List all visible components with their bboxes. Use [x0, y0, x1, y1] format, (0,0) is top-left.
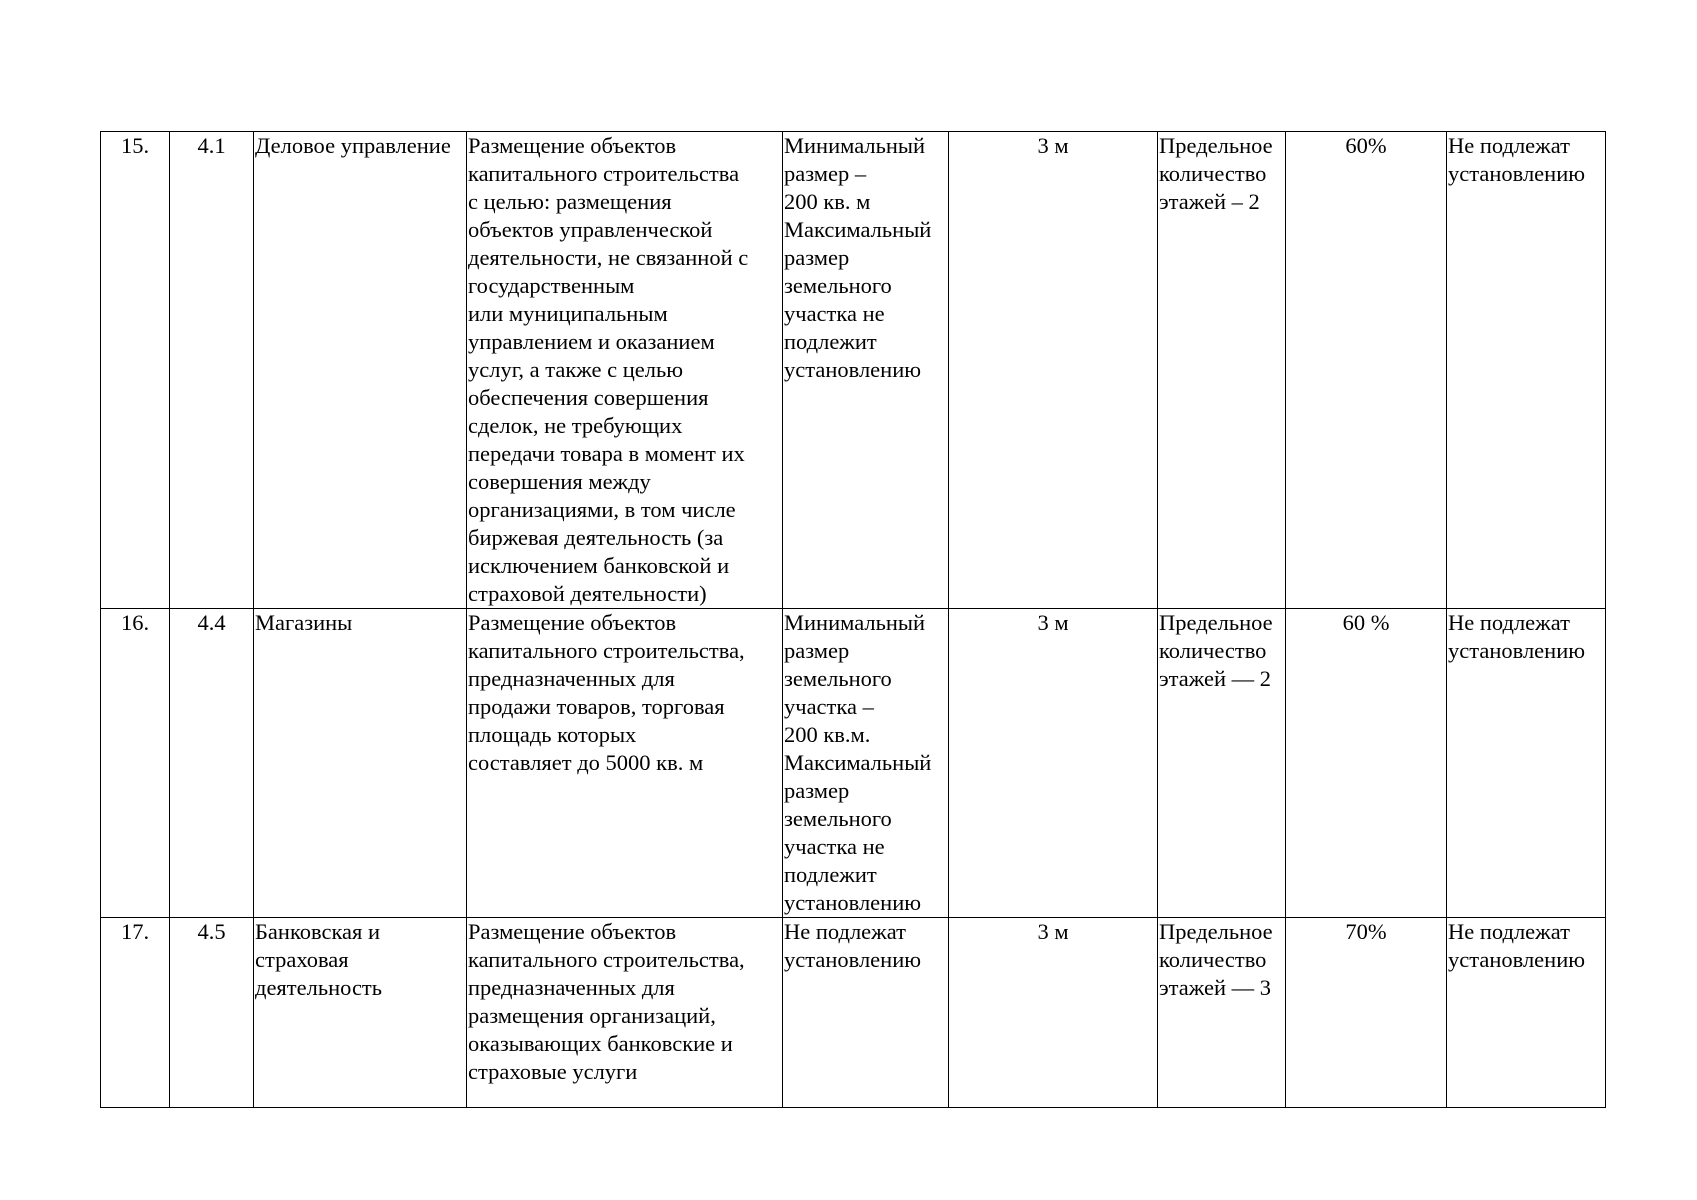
floor-limit: Предельное количество этажей — 3 — [1158, 918, 1286, 1108]
use-code: 4.4 — [170, 609, 254, 918]
plot-size-limits: Минимальный размер – 200 кв. м Максимальный размер земельного участка не подлежит установлению — [783, 132, 949, 609]
use-description: Размещение объектов капитального строительства с целью: размещения объектов управленческой деятельности, не связанной с государственным или муниципальным управлением и оказанием услуг, а также с целью обеспечения совершения сделок, не требующих передачи товара в момент их совершения между организациями, в том числе биржевая деятельность (за исключением банковской и страховой деятельности) — [467, 132, 783, 609]
coverage-percent: 60% — [1286, 132, 1447, 609]
row-number: 15. — [101, 132, 170, 609]
table-row — [101, 609, 1606, 918]
floor-limit: Предельное количество этажей — 2 — [1158, 609, 1286, 918]
use-name: Банковская и страховая деятельность — [254, 918, 467, 1108]
other-parameters: Не подлежат установлению — [1447, 918, 1606, 1108]
other-parameters: Не подлежат установлению — [1447, 609, 1606, 918]
use-name: Магазины — [254, 609, 467, 918]
use-code: 4.5 — [170, 918, 254, 1108]
other-parameters: Не подлежат установлению — [1447, 132, 1606, 609]
zoning-regulations-table — [100, 131, 1606, 1108]
use-description: Размещение объектов капитального строительства, предназначенных для размещения организаций, оказывающих банковские и страховые услуги — [467, 918, 783, 1108]
setback-distance: 3 м — [949, 918, 1158, 1108]
plot-size-limits: Не подлежат установлению — [783, 918, 949, 1108]
row-number: 17. — [101, 918, 170, 1108]
floor-limit: Предельное количество этажей – 2 — [1158, 132, 1286, 609]
row-number: 16. — [101, 609, 170, 918]
table-row — [101, 132, 1606, 609]
coverage-percent: 70% — [1286, 918, 1447, 1108]
table-row — [101, 918, 1606, 1108]
setback-distance: 3 м — [949, 609, 1158, 918]
use-code: 4.1 — [170, 132, 254, 609]
use-name: Деловое управление — [254, 132, 467, 609]
plot-size-limits: Минимальный размер земельного участка – 200 кв.м. Максимальный размер земельного участка не подлежит установлению — [783, 609, 949, 918]
coverage-percent: 60 % — [1286, 609, 1447, 918]
setback-distance: 3 м — [949, 132, 1158, 609]
use-description: Размещение объектов капитального строительства, предназначенных для продажи товаров, торговая площадь которых составляет до 5000 кв. м — [467, 609, 783, 918]
